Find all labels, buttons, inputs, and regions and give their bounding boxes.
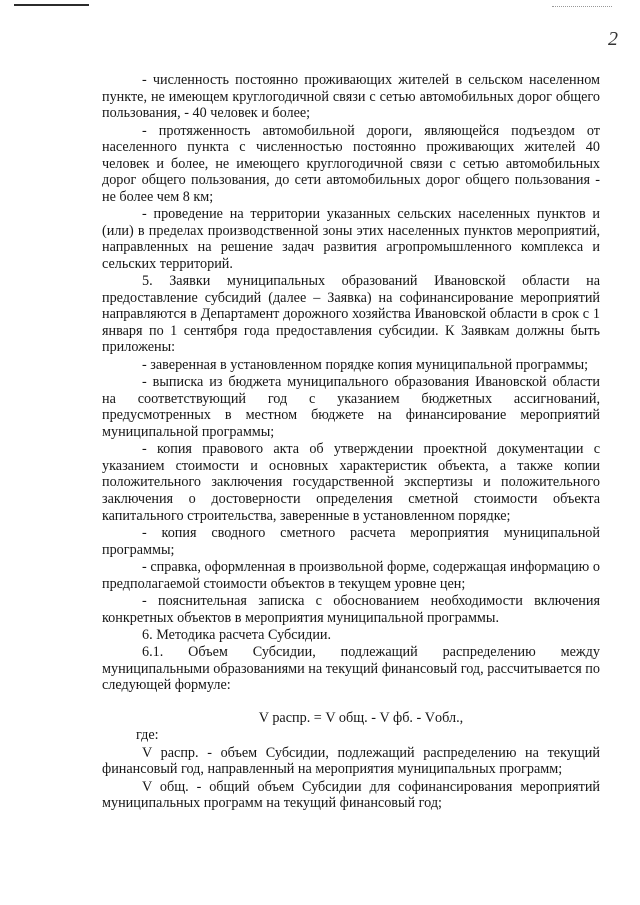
subsidy-formula: V распр. = V общ. - V фб. - Vобл., bbox=[258, 710, 464, 727]
definition-v-raspr: V распр. - объем Субсидии, подлежащий распределению на текущий финансовый год, направленный на мероприятия муниципальных программ; bbox=[102, 744, 600, 778]
paragraph-attachment-legal-act: - копия правового акта об утверждении проектной документации с указанием стоимости и основных характеристик объекта, а также копии положительного заключения государственной экспертизы и положительного заключения о достоверности определения сметной стоимости объекта капитального строительства, заверенные в установленном порядке; bbox=[102, 441, 600, 524]
paragraph-agro-criterion: - проведение на территории указанных сельских населенных пунктов и (или) в пределах производственной зоны этих населенных пунктов мероприятий, направленных на решение задач развития агропромышленного комплекса и сельских территорий. bbox=[102, 206, 600, 272]
paragraph-attachment-cost-note: - справка, оформленная в произвольной форме, содержащая информацию о предполагаемой стоимости объектов в текущем уровне цен; bbox=[102, 558, 600, 592]
where-label: где: bbox=[136, 727, 159, 744]
paragraph-attachment-estimate: - копия сводного сметного расчета мероприятия муниципальной программы; bbox=[102, 525, 600, 558]
paragraph-attachment-explanatory-note: - пояснительная записка с обоснованием необходимости включения конкретных объектов в мероприятия муниципальной программы. bbox=[102, 592, 600, 626]
scan-artifact-line bbox=[14, 4, 89, 6]
paragraph-population-criterion: - численность постоянно проживающих жителей в сельском населенном пункте, не имеющем круглогодичной связи с сетью автомобильных дорог общего пользования, - 40 человек и более; bbox=[102, 72, 600, 122]
scan-artifact-dots bbox=[552, 6, 612, 8]
document-body bbox=[102, 72, 600, 812]
paragraph-section-5-applications: 5. Заявки муниципальных образований Ивановской области на предоставление субсидий (далее – Заявка) на софинансирование мероприятий направляются в Департамент дорожного хозяйства Ивановской области в срок с 1 января по 1 сентября года предоставления субсидии. К Заявкам должны быть приложены: bbox=[102, 273, 600, 356]
paragraph-section-6-heading: 6. Методика расчета Субсидии. bbox=[142, 626, 332, 643]
paragraph-road-length-criterion: - протяженность автомобильной дороги, являющейся подъездом от населенного пункта с численностью постоянно проживающих жителей 40 человек и более, не имеющего круглогодичной связи с сетью автомобильных дорог общего пользования, до сети автомобильных дорог общего пользования - не более чем 8 км; bbox=[102, 122, 600, 205]
paragraph-attachment-program-copy: - заверенная в установленном порядке копия муниципальной программы; bbox=[142, 356, 589, 373]
paragraph-section-6-1: 6.1. Объем Субсидии, подлежащий распределению между муниципальными образованиями на текущий финансовый год, рассчитывается по следующей формуле: bbox=[102, 644, 600, 694]
definition-v-obsch: V общ. - общий объем Субсидии для софинансирования мероприятий муниципальных программ на текущий финансовый год; bbox=[102, 778, 600, 812]
page-number: 2 bbox=[608, 28, 618, 50]
paragraph-attachment-budget-extract: - выписка из бюджета муниципального образования Ивановской области на соответствующий год с указанием бюджетных ассигнований, предусмотренных в местном бюджете на финансирование мероприятий муниципальной программы; bbox=[102, 374, 600, 440]
